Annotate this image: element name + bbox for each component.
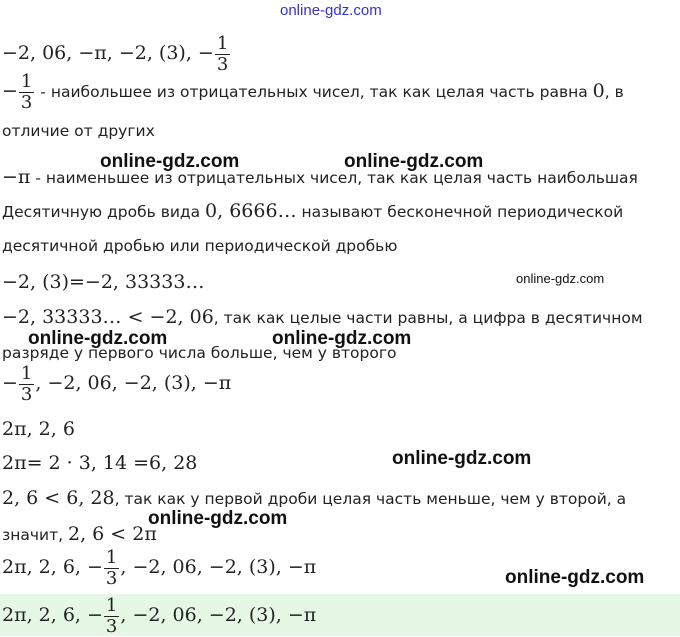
watermark: online-gdz.com [100, 151, 240, 172]
line-7: −2, (3)=−2, 33333… [2, 271, 205, 293]
fraction-one-third: $\frac{1}{3}$ [20, 363, 33, 405]
fraction-one-third: $\frac{1}{3}$ [105, 595, 118, 637]
line-4: −π - наименьшее из отрицательных чисел, так как целая часть наибольшая [2, 166, 638, 188]
watermark: online-gdz.com [148, 508, 288, 529]
watermark: online-gdz.com [28, 328, 168, 349]
fraction-one-third: $\frac{1}{3}$ [20, 71, 33, 113]
line-1: −2, 06, −π, −2, (3), − $\frac{1}{3}$ [2, 33, 229, 75]
line-10: − $\frac{1}{3}$ , −2, 06, −2, (3), −π [2, 363, 232, 405]
line-15: 2π, 2, 6, − $\frac{1}{3}$ , −2, 06, −2, (3), −π [2, 547, 317, 589]
line-11: 2π, 2, 6 [2, 418, 75, 440]
fraction-one-third: $\frac{1}{3}$ [216, 33, 229, 75]
line-16-answer: 2π, 2, 6, − $\frac{1}{3}$ , −2, 06, −2, (3), −π [2, 595, 317, 637]
line-8: −2, 33333… < −2, 06, так как целые части равны, а цифра в десятичном [2, 306, 643, 328]
fraction-one-third: $\frac{1}{3}$ [105, 547, 118, 589]
watermark: online-gdz.com [505, 567, 645, 588]
line-14: значит, 2, 6 < 2π [2, 523, 157, 545]
line-12: 2π= 2 · 3, 14 =6, 28 [2, 452, 198, 474]
watermark: online-gdz.com [516, 271, 605, 286]
line-5: Десятичную дробь вида 0, 6666… называют бесконечной периодической [2, 200, 624, 222]
line-3: отличие от других [2, 122, 155, 140]
line-2: − $\frac{1}{3}$ - наибольшее из отрицательных чисел, так как целая часть равна 0, в [2, 71, 624, 113]
line-9: разряде у первого числа больше, чем у второго [2, 344, 397, 362]
watermark-top: online-gdz.com [280, 2, 382, 19]
line-13: 2, 6 < 6, 28, так как у первой дроби целая часть меньше, чем у второй, а [2, 487, 627, 509]
watermark: online-gdz.com [392, 448, 532, 469]
watermark: online-gdz.com [272, 328, 412, 349]
watermark: online-gdz.com [344, 151, 484, 172]
line-6: десятичной дробью или периодической дробью [2, 237, 398, 255]
